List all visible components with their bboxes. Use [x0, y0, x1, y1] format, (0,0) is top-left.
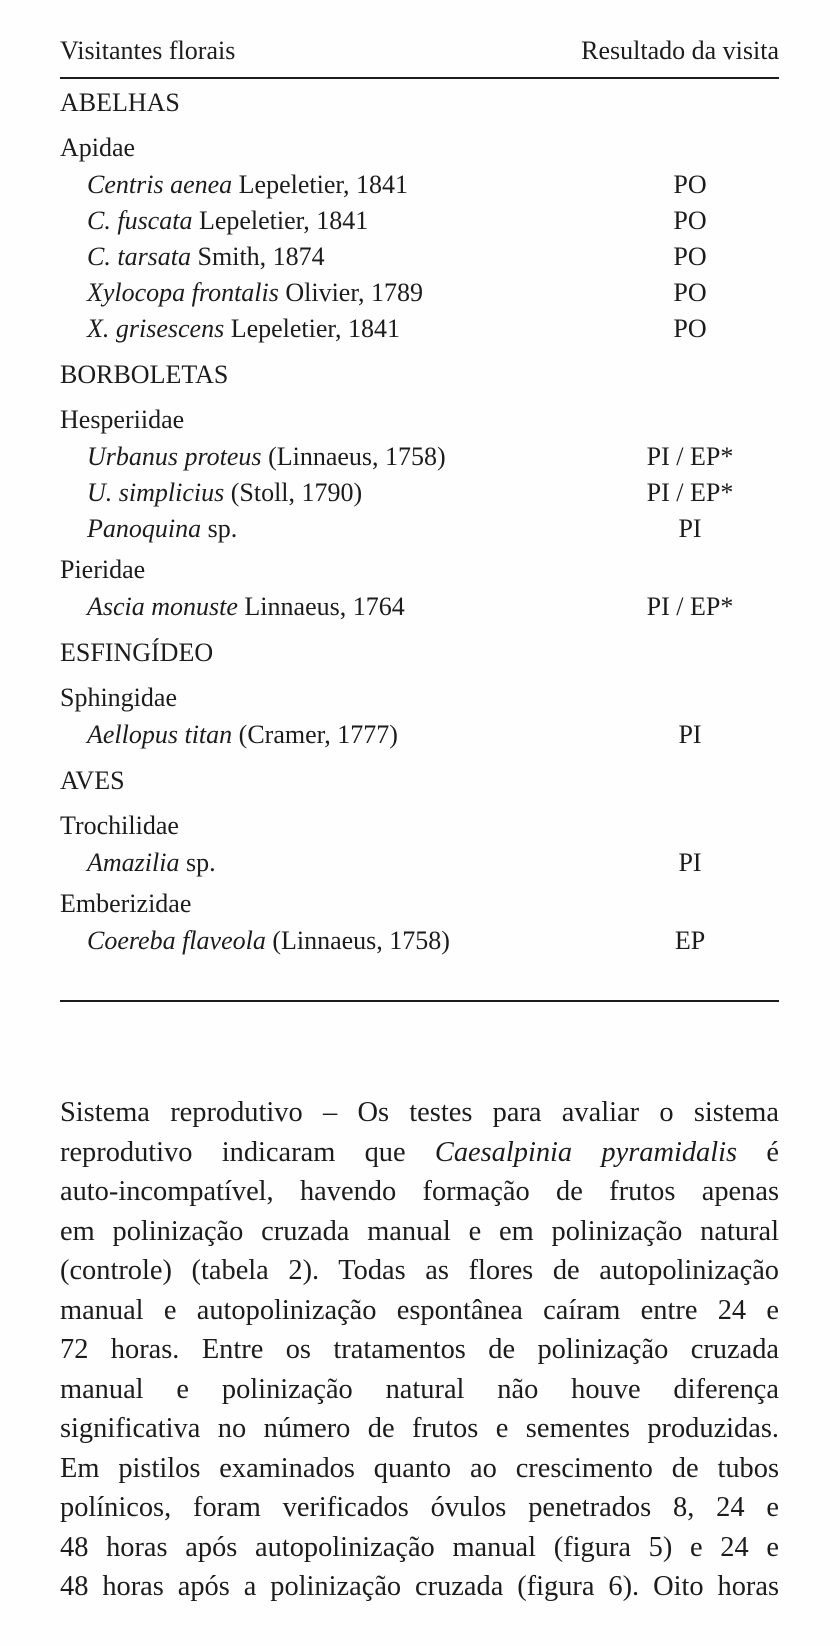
text-segment: auto-incompatível, havendo formação de frutos apenas	[60, 1176, 779, 1207]
species-author: sp.	[201, 514, 238, 543]
species-cell	[87, 923, 450, 959]
paragraph-line	[60, 1370, 779, 1410]
table-row	[60, 311, 779, 347]
species-name: C. tarsata	[87, 242, 192, 271]
visit-result: PI / EP*	[646, 478, 734, 507]
text-segment: 72 horas. Entre os tratamentos de polinização cruzada	[60, 1334, 779, 1365]
visit-result: EP	[674, 926, 706, 955]
table-row	[60, 167, 779, 203]
table-bottom-rule	[60, 1000, 779, 1002]
paragraph-line	[60, 1528, 779, 1568]
species-author: Smith, 1874	[191, 242, 325, 271]
text-segment: em polinização cruzada manual e em polinização natural	[60, 1215, 779, 1247]
header-result: Resultado da visita	[581, 36, 779, 65]
paragraph-line	[60, 1409, 779, 1449]
species-name: Panoquina	[87, 514, 202, 543]
paragraph-line	[60, 1291, 779, 1331]
species-author: Lepeletier, 1841	[232, 170, 408, 199]
species-author: sp.	[179, 848, 216, 877]
text-segment: 48 horas após autopolinização manual (figura 5) e 24 e	[60, 1531, 779, 1563]
paragraph-line	[60, 1093, 779, 1133]
visit-result: PI	[678, 848, 702, 877]
species-author: Linnaeus, 1764	[237, 592, 405, 621]
species-cell	[87, 475, 362, 511]
family-label: Emberizidae	[60, 889, 192, 918]
family-label: Apidae	[60, 133, 136, 162]
species-name: C. fuscata	[87, 206, 193, 235]
group-label: ABELHAS	[60, 88, 180, 117]
species-cell	[87, 439, 446, 475]
paragraph-line	[60, 1330, 779, 1370]
visitors-table	[60, 30, 779, 959]
species-name: Aellopus titan	[87, 720, 233, 749]
paragraph-line	[60, 1488, 779, 1528]
visit-result: PI	[678, 514, 702, 543]
visit-result: PI / EP*	[646, 592, 734, 621]
species-cell	[87, 275, 423, 311]
table-row	[60, 717, 779, 753]
species-cell	[87, 167, 408, 203]
text-segment: polínicos, foram verificados óvulos penetrados 8, 24 e	[60, 1492, 779, 1523]
text-segment: Em pistilos examinados quanto ao crescimento de tubos	[60, 1452, 779, 1484]
text-segment: (controle) (tabela 2). Todas as flores de autopolinização	[60, 1255, 779, 1286]
table-header	[60, 30, 779, 79]
family-label: Sphingidae	[60, 683, 177, 712]
species-cell	[87, 717, 398, 753]
visit-result: PO	[673, 206, 707, 235]
table-row	[60, 203, 779, 239]
species-name: Urbanus proteus	[87, 442, 262, 471]
species-name: Coereba flaveola	[87, 926, 266, 955]
species-cell	[87, 511, 237, 547]
species-cell	[87, 239, 325, 275]
visit-result: PO	[673, 242, 707, 271]
paragraph-line	[60, 1212, 779, 1252]
paragraph-line	[60, 1133, 779, 1173]
visit-result: PI / EP*	[646, 442, 734, 471]
paragraph-line	[60, 1251, 779, 1291]
species-cell	[87, 589, 405, 625]
species-name: Centris aenea	[87, 170, 233, 199]
visit-result: PO	[673, 314, 707, 343]
text-segment: manual e autopolinização espontânea caíram entre 24 e	[60, 1294, 779, 1326]
species-author: (Cramer, 1777)	[232, 720, 398, 749]
paragraph-line	[60, 1449, 779, 1489]
family-label: Hesperiidae	[60, 405, 185, 434]
species-author: (Stoll, 1790)	[224, 478, 363, 507]
visit-result: PI	[678, 720, 702, 749]
species-name: X. grisescens	[87, 314, 225, 343]
species-cell	[87, 203, 368, 239]
body-paragraph	[60, 1093, 779, 1607]
species-cell	[87, 311, 400, 347]
family-label: Pieridae	[60, 555, 146, 584]
table-row	[60, 439, 779, 475]
species-author: (Linnaeus, 1758)	[261, 442, 446, 471]
group-label: AVES	[60, 766, 125, 795]
header-visitors: Visitantes florais	[60, 36, 236, 65]
group-label: ESFINGÍDEO	[60, 638, 214, 667]
species-name: Amazilia	[87, 848, 180, 877]
species-author: (Linnaeus, 1758)	[265, 926, 450, 955]
text-segment: reprodutivo indicaram que	[60, 1136, 435, 1168]
table-row	[60, 845, 779, 881]
family-label: Trochilidae	[60, 811, 179, 840]
species-author: Olivier, 1789	[278, 278, 423, 307]
species-name: U. simplicius	[87, 478, 225, 507]
visit-result: PO	[673, 170, 707, 199]
paragraph-line	[60, 1567, 779, 1607]
table-row	[60, 475, 779, 511]
table-row	[60, 511, 779, 547]
text-segment: é	[737, 1136, 779, 1168]
paragraph-line	[60, 1172, 779, 1212]
table-row	[60, 239, 779, 275]
species-name: Xylocopa frontalis	[87, 278, 279, 307]
table-body	[60, 79, 779, 959]
species-author: Lepeletier, 1841	[192, 206, 369, 235]
table-row	[60, 923, 779, 959]
visit-result: PO	[673, 278, 707, 307]
text-segment: 48 horas após a polinização cruzada (figura 6). Oito horas	[60, 1571, 779, 1602]
table-row	[60, 589, 779, 625]
species-name: Ascia monuste	[87, 592, 238, 621]
species-author: Lepeletier, 1841	[224, 314, 401, 343]
table-row	[60, 275, 779, 311]
text-segment: manual e polinização natural não houve diferença	[60, 1373, 779, 1405]
text-segment: significativa no número de frutos e sementes produzidas.	[60, 1413, 779, 1444]
species-cell	[87, 845, 216, 881]
italic-text: Caesalpinia pyramidalis	[434, 1136, 738, 1168]
group-label: BORBOLETAS	[60, 360, 229, 389]
text-segment: Sistema reprodutivo – Os testes para avaliar o sistema	[60, 1097, 779, 1128]
